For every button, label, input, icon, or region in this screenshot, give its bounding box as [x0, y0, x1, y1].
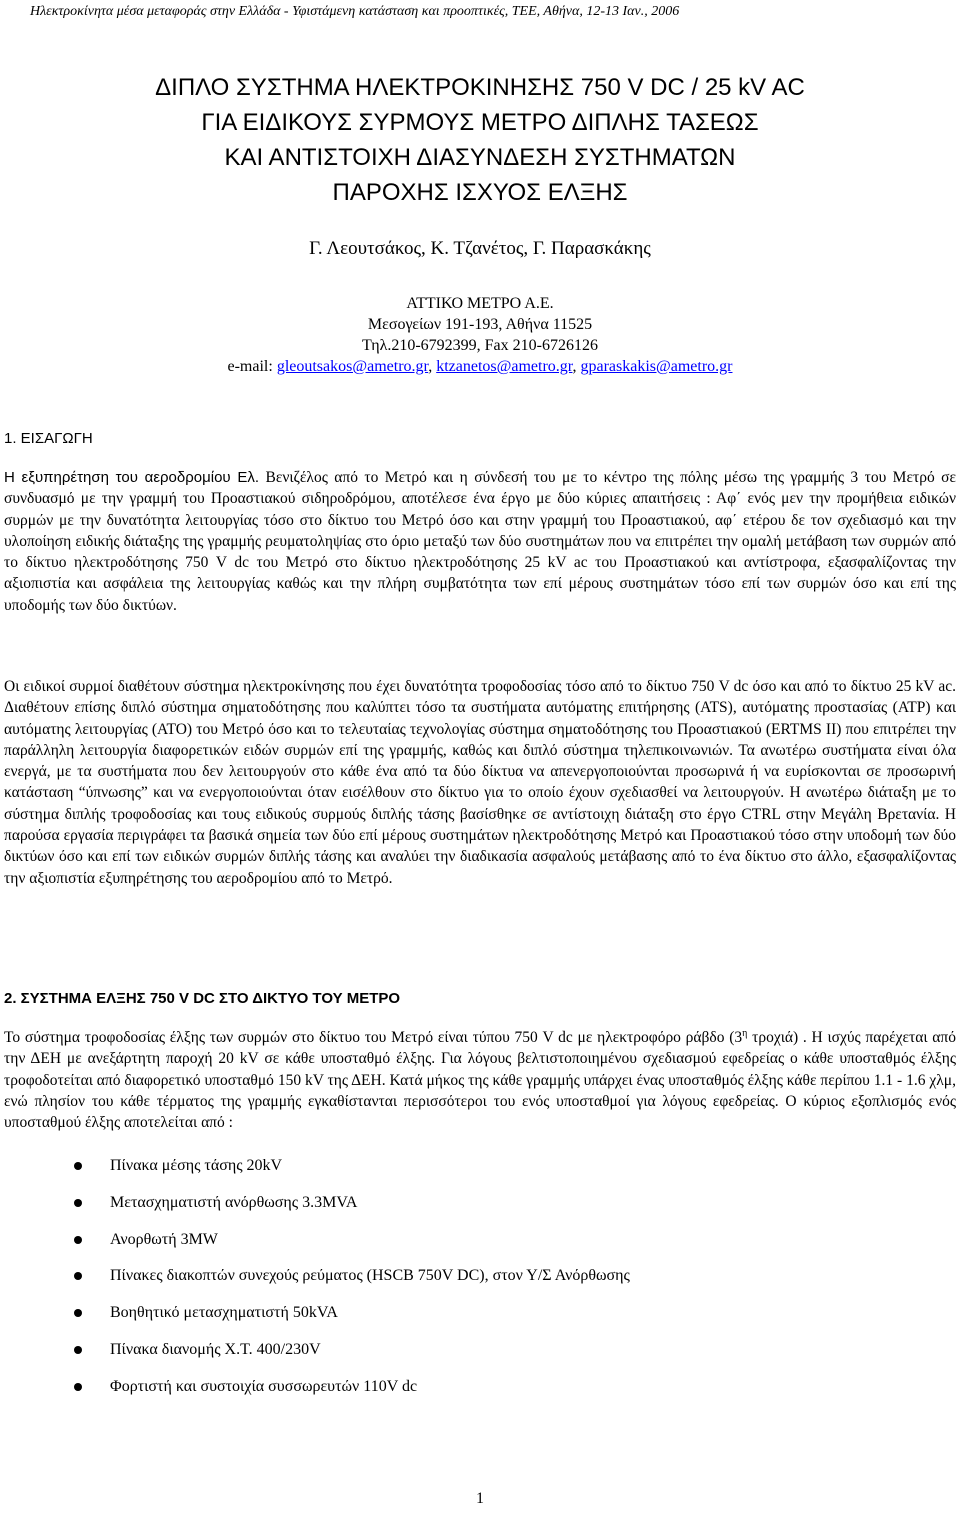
bullet-icon: [74, 1346, 82, 1354]
intro-paragraph-1: [4, 467, 956, 616]
section2-paragraph-1-part-b: τροχιά) . Η ισχύς παρέχεται από την ΔΕΗ με ανεξάρτητη παροχή 20 kV σε κάθε υποσταθμό έλξης. Για λόγους βελτιστοποιημένου σχεδιασμού εφεδρείας ο κάθε υποσταθμός έλξης τροφοδοτείται από διαφορετικό υποσταθμό 150 kV της ΔΕΗ. Κατά μήκος της κάθε γραμμής υπάρχει ένας υποσταθμός έλξης κάθε περίπου 1.1 - 1.6 χλμ, ενώ πλησίον του κάθε τέρματος της γραμμής εγκαθίστανται περισσότεροι του ενός υποσταθμοί για λόγους εφεδρείας. Ο κύριος εξοπλισμός ενός υποσταθμού έλξης αποτελείται από :: [4, 1029, 956, 1132]
authors: Γ. Λεουτσάκος, Κ. Τζανέτος, Γ. Παρασκάκης: [309, 238, 651, 259]
bullet-icon: [74, 1272, 82, 1280]
list-item-text: Βοηθητικό μετασχηματιστή 50kVA: [110, 1304, 338, 1322]
list-item-text: Πίνακα διανομής Χ.Τ. 400/230V: [110, 1340, 321, 1358]
running-header: Ηλεκτροκίνητα μέσα μεταφοράς στην Ελλάδα - Υφιστάμενη κατάσταση και προοπτικές, ΤΕΕ, Αθήνα, 12-13 Ιαν., 2006: [30, 4, 680, 19]
title-line: ΔΙΠΛΟ ΣΥΣΤΗΜΑ ΗΛΕΚΤΡΟΚΙΝΗΣΗΣ 750 V DC / 25 kV AC: [155, 74, 805, 101]
bullet-icon: [74, 1309, 82, 1317]
bullet-icon: [74, 1236, 82, 1244]
bullet-icon: [74, 1162, 82, 1170]
substation-equipment-list: [70, 1156, 930, 1414]
intro-paragraph-1-body: Βενιζέλος από το Μετρό και η σύνδεσή του με το κέντρο της πόλης μέσω της γραμμής 3 του Μετρό σε συνδυασμό με την γραμμή του Προαστιακού σιδηροδρόμου, αποτέλεσε ένα έργο με δύο κύριες απαιτήσεις : Αφ΄ ενός μεν την προμήθεια ειδικών συρμών με την δυνατότητα λειτουργίας τόσο στο δίκτυο του Μετρό όσο και στην γραμμή του Προαστιακού, αφ΄ ετέρου δε τον σχεδιασμό και την υλοποίηση ειδικής διάταξης της γραμμής ρευματοληψίας στο όριο μεταξύ των δύο συστημάτων που να επιτρέπει την ομαλή μετάβαση των συρμών από το δίκτυο ηλεκτροδότησης 750 V dc του Μετρό στο δίκτυο ηλεκτροδότησης 25 kV ac του Προαστιακού και αντίστροφα, εξασφαλίζοντας την αξιοπιστία και ασφάλεια της λειτουργίας καθώς και την πλήρη συμβατότητα των επί μέρους συστημάτων τόσο επί των συρμών όσο και επί της υποδομής των δύο δικτύων.: [4, 469, 956, 614]
bullet-icon: [74, 1383, 82, 1391]
title-line: ΓΙΑ ΕΙΔΙΚΟΥΣ ΣΥΡΜΟΥΣ ΜΕΤΡΟ ΔΙΠΛΗΣ ΤΑΣΕΩΣ: [201, 109, 759, 136]
paper-title: [0, 70, 960, 210]
list-item: [70, 1156, 930, 1193]
list-item: [70, 1266, 930, 1303]
list-item-text: Ανορθωτή 3MW: [110, 1230, 218, 1248]
email-separator: ,: [572, 358, 581, 375]
page-number: 1: [476, 1490, 484, 1507]
list-item: [70, 1377, 930, 1414]
bullet-icon: [74, 1199, 82, 1207]
section2-paragraph-1: [4, 1027, 956, 1133]
email-link-tzanetos[interactable]: ktzanetos@ametro.gr: [436, 358, 573, 375]
email-line: [0, 356, 960, 377]
superscript: η: [742, 1027, 748, 1039]
phone-fax: Τηλ.210-6792399, Fax 210-6726126: [362, 337, 598, 354]
address: Μεσογείων 191-193, Αθήνα 11525: [367, 316, 593, 333]
list-item-text: Πίνακες διακοπτών συνεχούς ρεύματος (HSCB 750V DC), στον Υ/Σ Ανόρθωσης: [110, 1267, 630, 1285]
list-item-text: Φορτιστή και συστοιχία συσσωρευτών 110V dc: [110, 1377, 418, 1395]
organization: ΑΤΤΙΚΟ ΜΕΤΡΟ Α.Ε.: [406, 295, 554, 312]
email-link-paraskakis[interactable]: gparaskakis@ametro.gr: [580, 358, 733, 375]
email-label: e-mail:: [227, 358, 277, 375]
section-heading-traction-750v: 2. ΣΥΣΤΗΜΑ ΕΛΞΗΣ 750 V DC ΣΤΟ ΔΙΚΤΥΟ ΤΟΥ ΜΕΤΡΟ: [4, 990, 401, 1007]
list-item: [70, 1193, 930, 1230]
email-separator: ,: [428, 358, 437, 375]
list-item: [70, 1303, 930, 1340]
list-item: [70, 1340, 930, 1377]
section2-paragraph-1-part-a: Το σύστημα τροφοδοσίας έλξης των συρμών στο δίκτυο του Μετρό είναι τύπου 750 V dc με ηλεκτροφόρο ράβδο (3: [4, 1029, 743, 1046]
intro-paragraph-2: Οι ειδικοί συρμοί διαθέτουν σύστημα ηλεκτροκίνησης που έχει δυνατότητα τροφοδοσίας τόσο από το δίκτυο 750 V dc όσο και από το δίκτυο 25 kV ac. Διαθέτουν επίσης διπλό σύστημα σηματοδότησης που καλύπτει τόσο τα συστήματα αυτόματης επιτήρησης (ATS), αυτόματης προστασίας (ATP) και αυτόματης λειτουργίας (ATO) του Μετρό όσο και το τελευταίας τεχνολογίας σύστημα σηματοδότησης του Προαστιακού (ERTMS II) που επιτρέπει την παράλληλη λειτουργία διαφορετικών ειδών συρμών επί της γραμμής, καθώς και διπλό σύστημα τηλεπικοινωνιών. Τα ανωτέρω συστήματα είναι όλα ενεργά, με τα συστήματα που δεν λειτουργούν στο κάθε ένα από τα δύο δίκτυα να απενεργοποιούνται προσωρινά ή να ευρίσκονται σε προσωρινή κατάσταση “ύπνωσης” και να ενεργοποιούνται όταν εισέλθουν στο δίκτυο για το οποίο έχουν σχεδιασθεί να λειτουργούν. Η ανωτέρω διάταξη με το σύστημα διπλής τροφοδοσίας και τους ειδικούς συρμούς διπλής τάσης βασίσθηκε σε αντίστοιχη διάταξη στο έργο CTRL στην Μεγάλη Βρετανία. Η παρούσα εργασία περιγράφει τα βασικά σημεία των δύο επί μέρους συστημάτων ηλεκτροδότησης Μετρό και Προαστιακού τόσο στην υποδομή των δύο δικτύων όσο και επί των ειδικών συρμών διπλής τάσης και αναλύει την διαδικασία ασφαλούς μετάβασης από το ένα δίκτυο στο άλλο, εξασφαλίζοντας την αξιοπιστία εξυπηρέτησης του αεροδρομίου από το Μετρό.: [4, 678, 956, 887]
affiliation: [0, 293, 960, 377]
list-item-text: Μετασχηματιστή ανόρθωσης 3.3MVA: [110, 1193, 358, 1211]
title-line: ΚΑΙ ΑΝΤΙΣΤΟΙΧΗ ΔΙΑΣΥΝΔΕΣΗ ΣΥΣΤΗΜΑΤΩΝ: [224, 144, 736, 171]
list-item-text: Πίνακα μέσης τάσης 20kV: [110, 1157, 283, 1174]
intro-paragraph-1-lead: Η εξυπηρέτηση του αεροδρομίου Ελ.: [4, 469, 260, 486]
email-link-leoutsakos[interactable]: gleoutsakos@ametro.gr: [276, 358, 429, 375]
title-line: ΠΑΡΟΧΗΣ ΙΣΧΥΟΣ ΕΛΞΗΣ: [332, 179, 628, 206]
section-heading-introduction: 1. ΕΙΣΑΓΩΓΗ: [4, 430, 93, 447]
list-item: [70, 1230, 930, 1267]
